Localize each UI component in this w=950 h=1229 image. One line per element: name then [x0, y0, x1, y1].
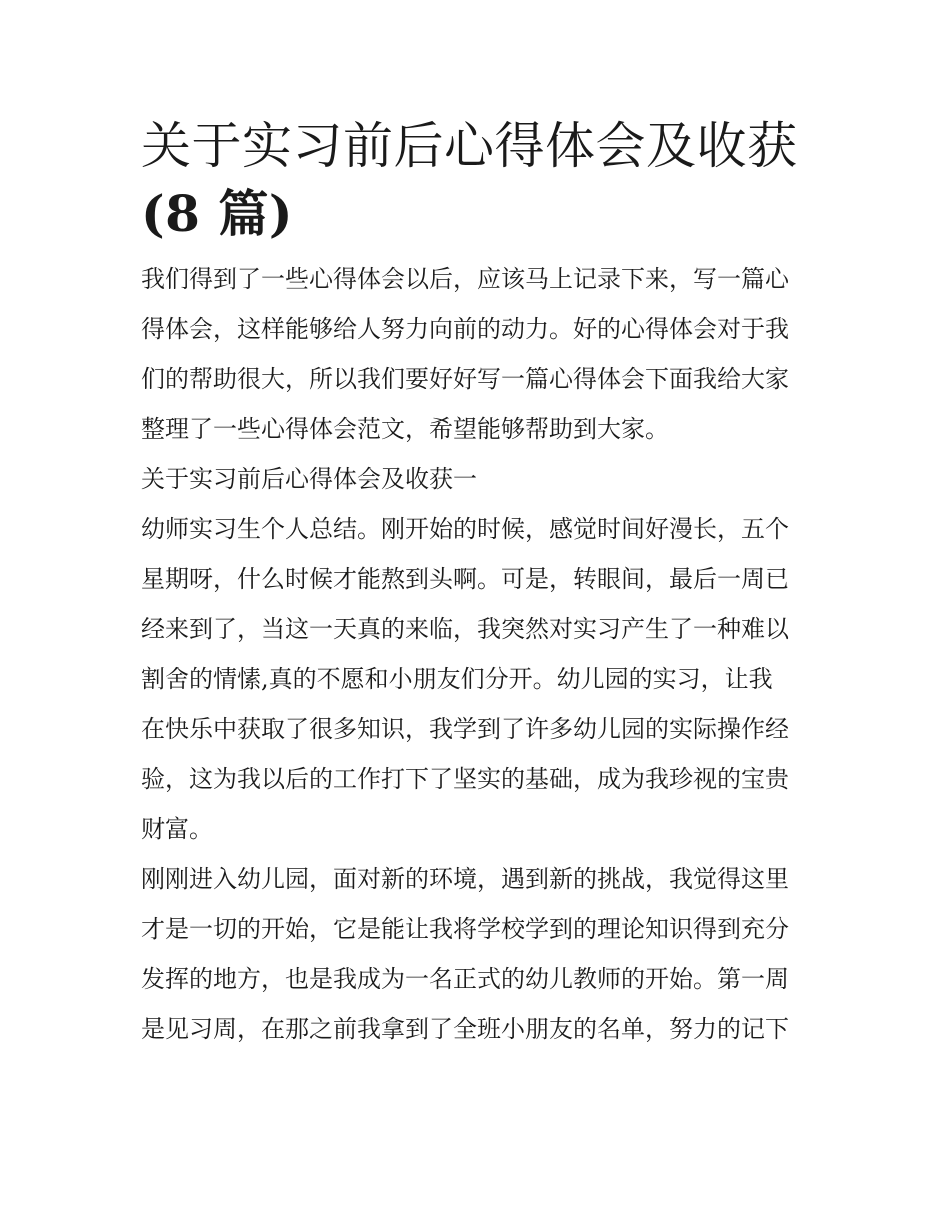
paragraph-line: 验，这为我以后的工作打下了坚实的基础，成为我珍视的宝贵	[141, 765, 789, 793]
paragraph-line: 才是一切的开始，它是能让我将学校学到的理论知识得到充分	[141, 915, 789, 943]
document-title	[141, 112, 813, 248]
intro-paragraph	[141, 254, 813, 454]
intro-line: 整理了一些心得体会范文，希望能够帮助到大家。	[141, 415, 669, 443]
title-line-2: (8 篇)	[141, 184, 294, 243]
paragraph-line: 发挥的地方，也是我成为一名正式的幼儿教师的开始。第一周	[141, 965, 789, 993]
paragraph-line: 经来到了，当这一天真的来临，我突然对实习产生了一种难以	[141, 615, 789, 643]
paragraph-line: 财富。	[141, 815, 213, 843]
paragraph-line: 在快乐中获取了很多知识，我学到了许多幼儿园的实际操作经	[141, 715, 789, 743]
paragraph-line: 幼师实习生个人总结。刚开始的时候，感觉时间好漫长，五个	[141, 515, 789, 543]
section-heading	[141, 454, 813, 504]
paragraph-line: 刚刚进入幼儿园，面对新的环境，遇到新的挑战，我觉得这里	[141, 865, 789, 893]
title-line-1: 关于实习前后心得体会及收获	[141, 117, 798, 175]
intro-line: 们的帮助很大，所以我们要好好写一篇心得体会下面我给大家	[141, 365, 789, 393]
paragraph-line: 星期呀，什么时候才能熬到头啊。可是，转眼间，最后一周已	[141, 565, 789, 593]
body-paragraph-2	[141, 854, 813, 1054]
intro-line: 得体会，这样能够给人努力向前的动力。好的心得体会对于我	[141, 315, 789, 343]
body-paragraph-1	[141, 504, 813, 854]
intro-line: 我们得到了一些心得体会以后，应该马上记录下来，写一篇心	[141, 265, 789, 293]
document-page	[141, 112, 813, 1054]
paragraph-line: 割舍的情愫,真的不愿和小朋友们分开。幼儿园的实习，让我	[141, 665, 773, 693]
paragraph-line: 是见习周，在那之前我拿到了全班小朋友的名单，努力的记下	[141, 1015, 789, 1043]
section-heading-text: 关于实习前后心得体会及收获一	[141, 465, 477, 493]
